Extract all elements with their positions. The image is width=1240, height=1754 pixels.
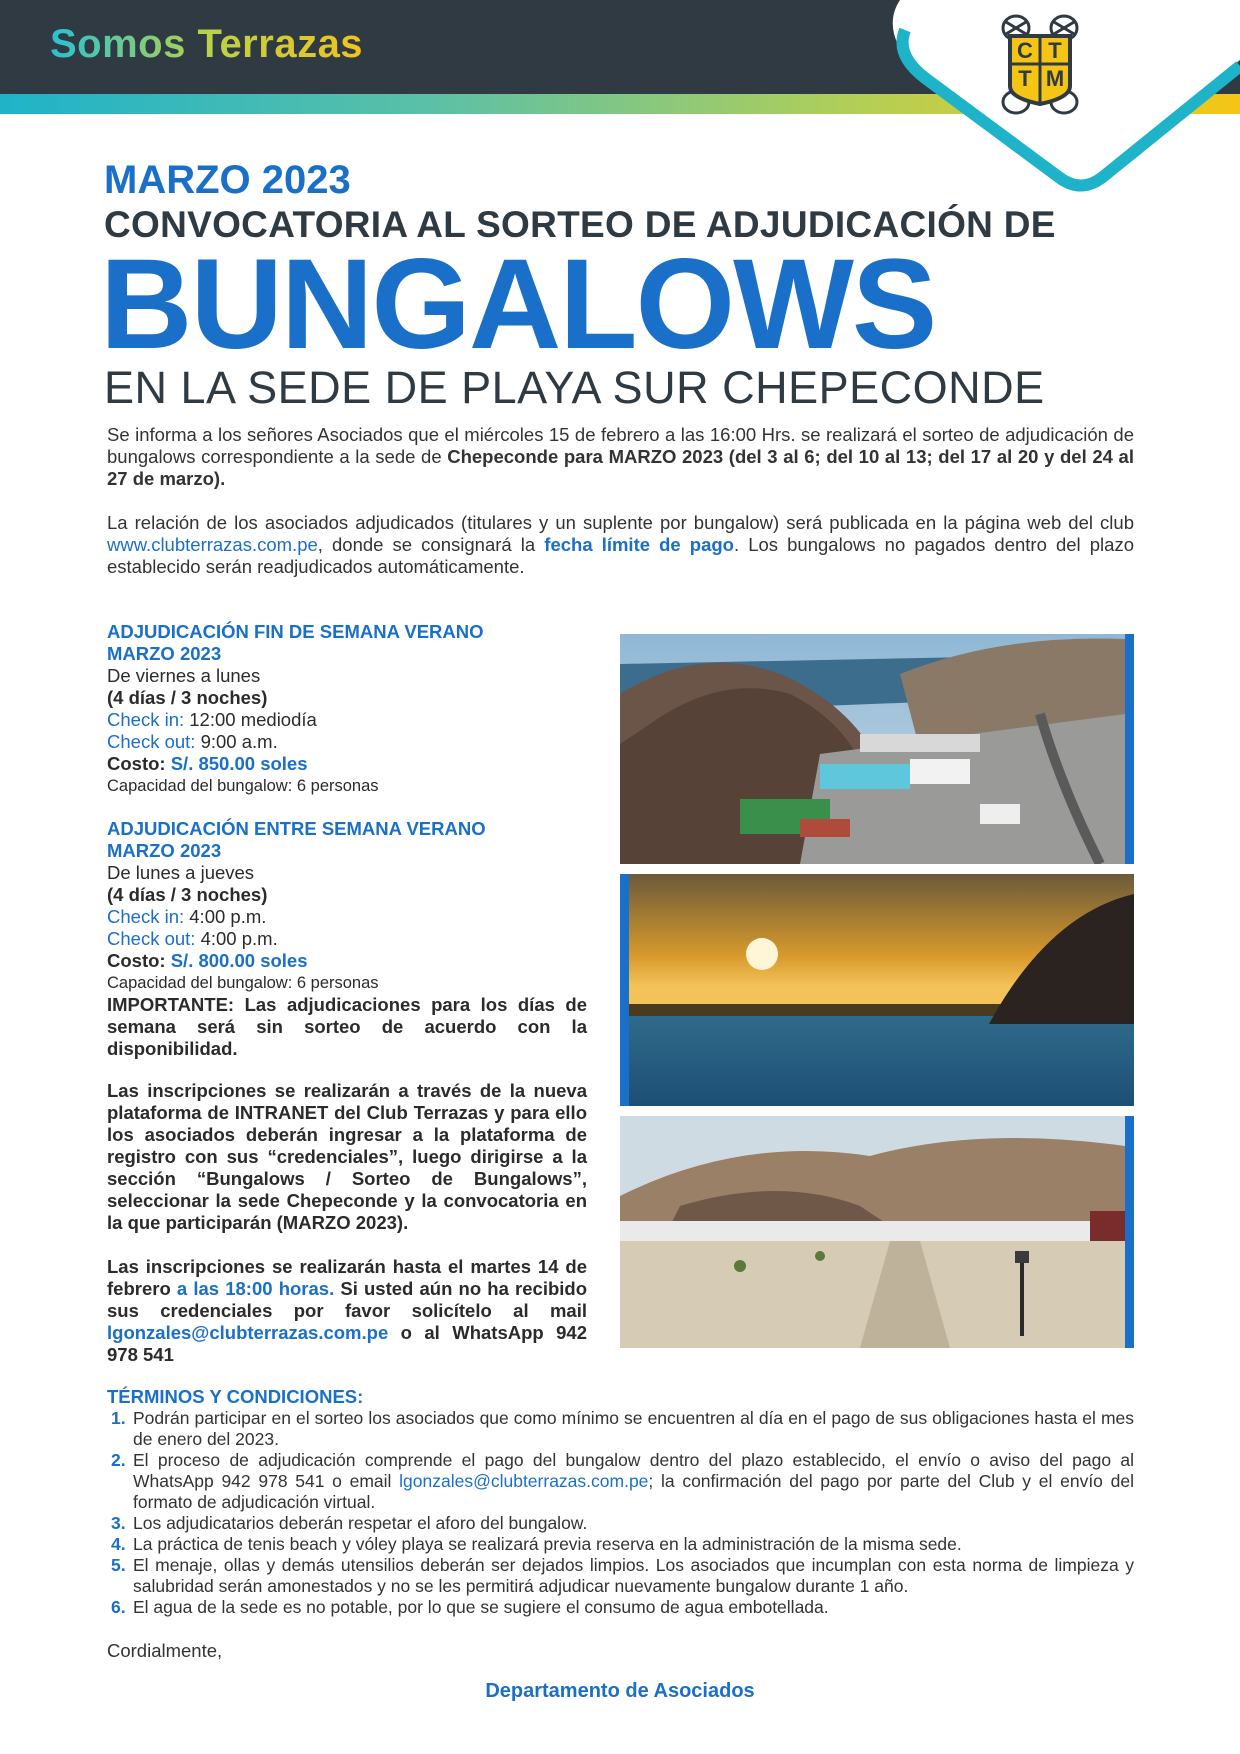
- terms-item: 4. La práctica de tenis beach y vóley playa se realizará previa reserva en la administración de la misma sede.: [111, 1534, 962, 1554]
- weekend-days: De viernes a lunes: [107, 665, 261, 686]
- photo-aerial-view: [620, 634, 1134, 864]
- inscriptions-paragraph-2: Las inscripciones se realizarán hasta el martes 14 de febrero a las 18:00 horas. Si usted aún no ha recibido sus credenciales por favor solicítelo al mail lgonzales@clubterrazas.com.pe o al WhatsApp 942 978 541: [107, 1256, 587, 1365]
- terms-item: 5. El menaje, ollas y demás utensilios deberán ser dejados limpios. Los asociados que incumplan con esta norma de limpieza y salubridad serán amonestados y no se les permitirá adjudicar nuevamente bungalow durante 1 año.: [111, 1555, 1134, 1596]
- email-link[interactable]: lgonzales@clubterrazas.com.pe: [399, 1471, 649, 1491]
- weekend-subtitle: MARZO 2023: [107, 643, 222, 664]
- weekend-cost: Costo: S/. 850.00 soles: [107, 753, 308, 774]
- inscriptions-paragraph-1: Las inscripciones se realizarán a través de la nueva plataforma de INTRANET del Club Terrazas y para ello los asociados deberán ingresar a la plataforma de registro con sus “credenciales”, luego dirigirse a la sección “Bungalows / Sorteo de Bungalows”, seleccionar la sede Chepeconde y la convocatoria en la que participarán (MARZO 2023).: [107, 1080, 587, 1233]
- photo-accent-bar: [1125, 634, 1134, 864]
- closing-greeting: Cordialmente,: [107, 1640, 223, 1661]
- photo-beach-path: [620, 1116, 1134, 1348]
- title-month: MARZO 2023: [104, 158, 351, 202]
- weekday-checkout: Check out: 4:00 p.m.: [107, 928, 278, 949]
- weekday-days: De lunes a jueves: [107, 862, 255, 883]
- photo-sunset-pool: [620, 874, 1134, 1106]
- crest-letter: T: [1048, 38, 1062, 63]
- crest-letter: T: [1018, 66, 1032, 91]
- club-crest-icon: [998, 14, 1082, 116]
- website-link[interactable]: www.clubterrazas.com.pe: [107, 534, 318, 555]
- weekend-title: ADJUDICACIÓN FIN DE SEMANA VERANO: [107, 621, 484, 642]
- signature-department: Departamento de Asociados: [485, 1680, 755, 1702]
- terms-list: [107, 1408, 1134, 1618]
- terms-item: 6. El agua de la sede es no potable, por lo que se sugiere el consumo de agua embotellada.: [111, 1597, 829, 1617]
- weekday-title: ADJUDICACIÓN ENTRE SEMANA VERANO: [107, 818, 486, 839]
- terms-title: TÉRMINOS Y CONDICIONES:: [107, 1386, 364, 1407]
- title-sede: EN LA SEDE DE PLAYA SUR CHEPECONDE: [104, 362, 1045, 413]
- weekend-capacity: Capacidad del bungalow: 6 personas: [107, 777, 379, 795]
- crest-letter: C: [1017, 38, 1033, 63]
- weekend-checkin: Check in: 12:00 mediodía: [107, 709, 317, 730]
- weekday-capacity: Capacidad del bungalow: 6 personas: [107, 974, 379, 992]
- title-bungalows: BUNGALOWS: [100, 233, 936, 376]
- photo-accent-bar: [620, 874, 629, 1106]
- brand-title: Somos Terrazas: [50, 22, 364, 66]
- intro-paragraph-2: La relación de los asociados adjudicados (titulares y un suplente por bungalow) será publicada en la página web del club www.clubterrazas.com.pe, donde se consignará la fecha límite de pago. Los bungalows no pagados dentro del plazo establecido serán readjudicados automáticamente.: [107, 512, 1134, 577]
- weekend-checkout: Check out: 9:00 a.m.: [107, 731, 278, 752]
- weekday-subtitle: MARZO 2023: [107, 840, 222, 861]
- weekend-nights: (4 días / 3 noches): [107, 687, 268, 708]
- terms-item: 2. El proceso de adjudicación comprende el pago del bungalow dentro del plazo establecido, el envío o aviso del pago al WhatsApp 942 978 541 o email lgonzales@clubterrazas.com.pe; la confirmación del pago por parte del Club y el envío del formato de adjudicación virtual.: [111, 1450, 1134, 1512]
- intro-paragraph-1: Se informa a los señores Asociados que el miércoles 15 de febrero a las 16:00 Hrs. se realizará el sorteo de adjudicación de bungalows correspondiente a la sede de Chepeconde para MARZO 2023 (del 3 al 6; del 10 al 13; del 17 al 20 y del 24 al 27 de marzo).: [107, 424, 1134, 489]
- photo-accent-bar: [1125, 1116, 1134, 1348]
- crest-letter: M: [1045, 66, 1065, 91]
- weekday-cost: Costo: S/. 800.00 soles: [107, 950, 308, 971]
- weekend-section: [107, 621, 587, 797]
- weekday-section: [107, 818, 587, 1060]
- title-convocatoria: CONVOCATORIA AL SORTEO DE ADJUDICACIÓN DE: [104, 204, 1056, 245]
- weekday-important: IMPORTANTE: Las adjudicaciones para los días de semana será sin sorteo de acuerdo con la disponibilidad.: [107, 994, 587, 1059]
- email-link[interactable]: lgonzales@clubterrazas.com.pe: [107, 1322, 389, 1343]
- weekday-checkin: Check in: 4:00 p.m.: [107, 906, 267, 927]
- terms-item: 3. Los adjudicatarios deberán respetar el aforo del bungalow.: [111, 1513, 588, 1533]
- weekday-nights: (4 días / 3 noches): [107, 884, 268, 905]
- terms-item: 1. Podrán participar en el sorteo los asociados que como mínimo se encuentren al día en el pago de sus obligaciones hasta el mes de enero del 2023.: [111, 1408, 1134, 1449]
